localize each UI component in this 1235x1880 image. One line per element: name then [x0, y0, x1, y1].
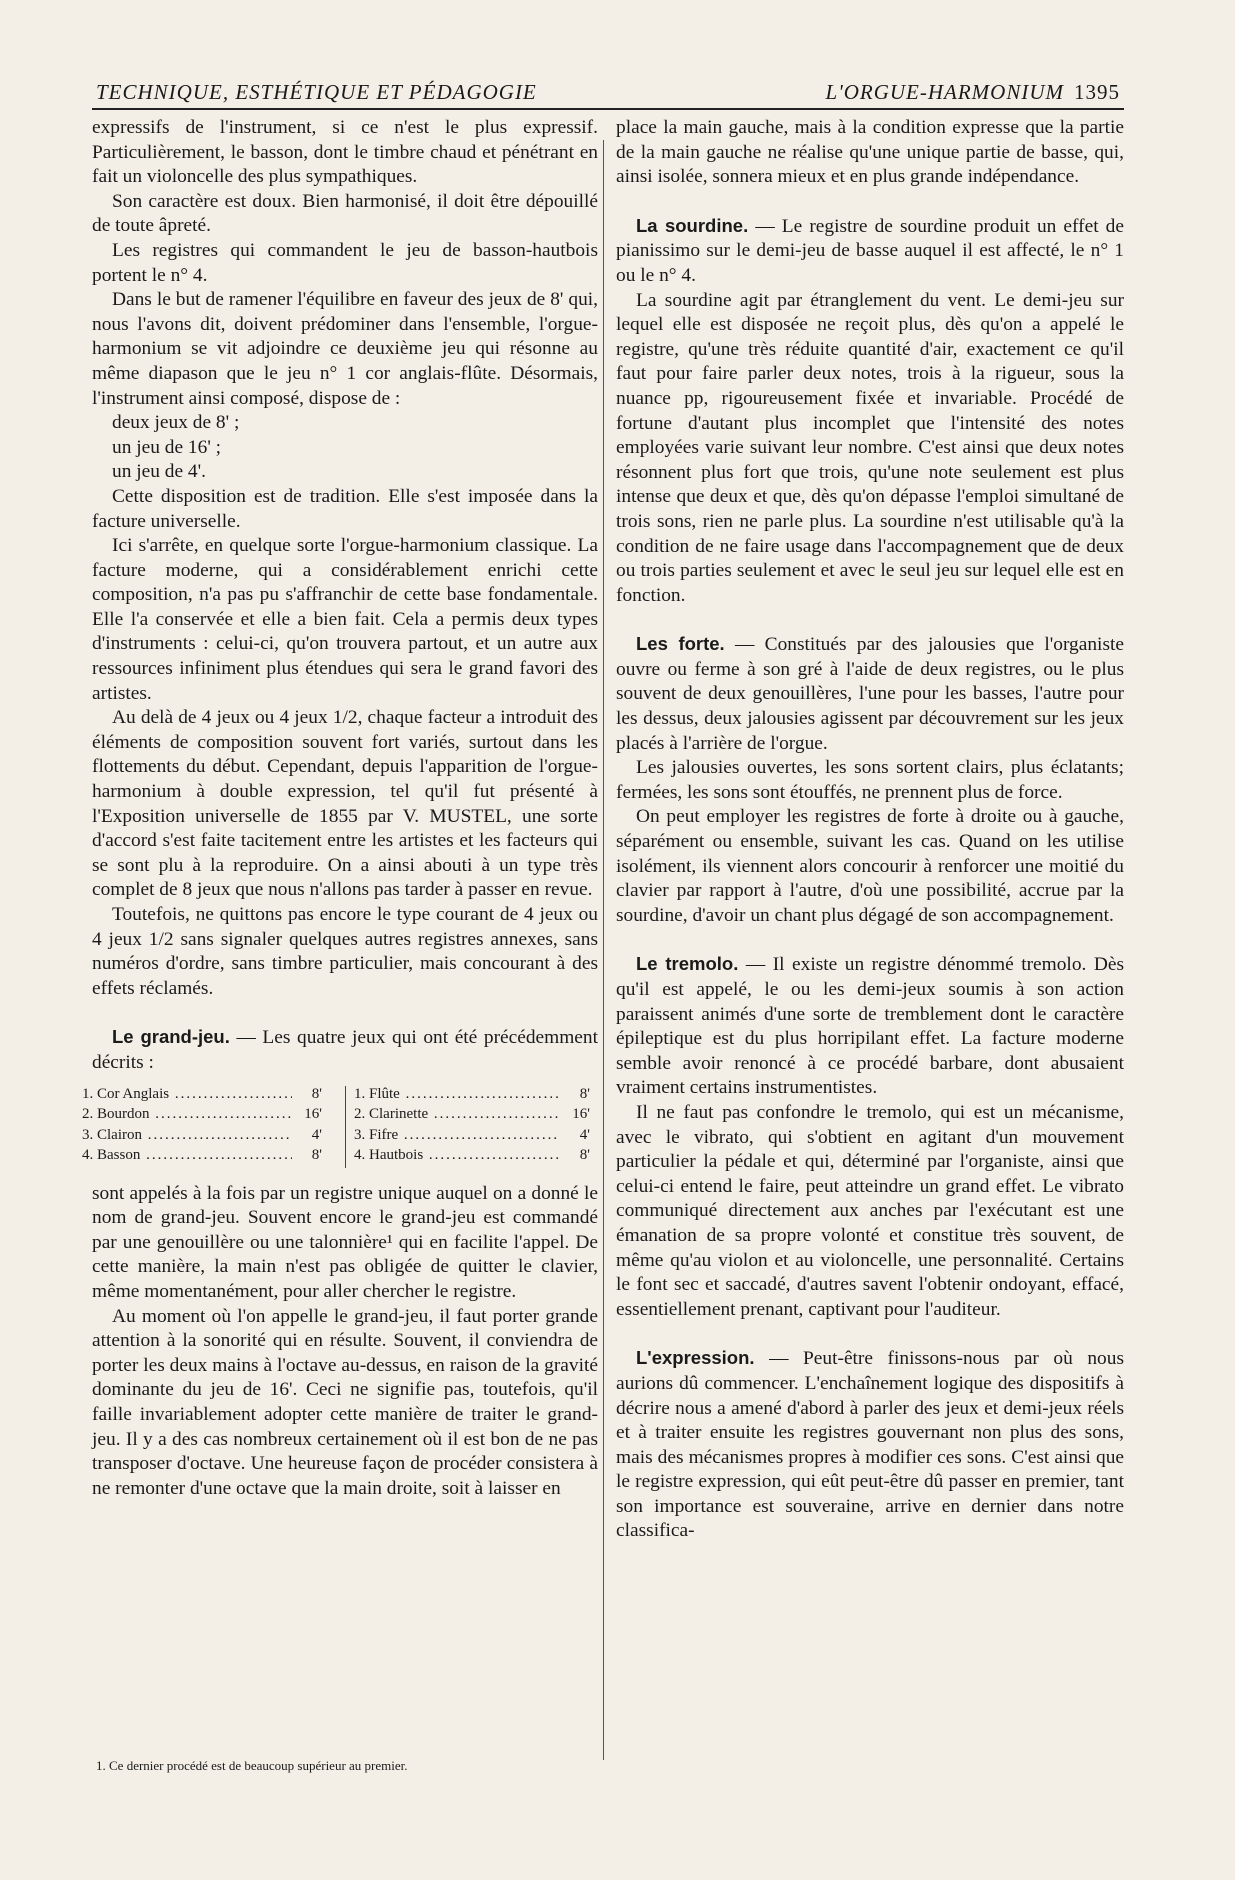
- registers-table: [82, 1084, 598, 1172]
- running-header: [96, 80, 1120, 110]
- paragraph: Ici s'arrête, en quelque sorte l'orgue-harmonium classique. La facture moderne, qui a considérablement enrichi cette composition, n'a pas pu s'affranchir de cette base fondamentale. Elle l'a conservée et elle a bien fait. Cela a permis deux types d'instruments : celui-ci, qu'on trouvera partout, et un autre aux ressources infiniment plus étendues qui sera le grand favori des artistes.: [92, 535, 598, 704]
- table-row: [82, 1104, 322, 1125]
- table-label: 2. Bourdon .....: [82, 1104, 292, 1125]
- section-title: Le grand-jeu.: [112, 1026, 230, 1048]
- table-label: 4. Basson .....: [82, 1145, 292, 1166]
- table-value: 8': [311, 1085, 322, 1102]
- table-value: 16': [572, 1106, 590, 1123]
- table-value: 8': [311, 1147, 322, 1164]
- table-row: [82, 1125, 322, 1146]
- section-grand-jeu: [92, 1025, 598, 1075]
- section-text: — Le registre de sourdine produit un effet de pianissimo sur le demi-jeu de basse auquel il est affecté, le n° 1 ou le n° 4.: [616, 215, 1124, 286]
- section-title: La sourdine.: [636, 214, 749, 236]
- list-item: un jeu de 4'.: [112, 461, 206, 483]
- table-divider: [345, 1086, 346, 1168]
- paragraph: Les registres qui commandent le jeu de basson-hautbois portent le n° 4.: [92, 239, 598, 286]
- section-sourdine: [616, 214, 1124, 289]
- header-section-title: TECHNIQUE, ESTHÉTIQUE ET PÉDAGOGIE: [96, 80, 537, 104]
- section-title: Le tremolo.: [636, 953, 739, 975]
- paragraph: place la main gauche, mais à la condition expresse que la partie de la main gauche ne réalise qu'une unique partie de basse, qui, ainsi isolée, sonnera mieux et en plus grande indépendance.: [616, 117, 1124, 188]
- table-label: 4. Hautbois .....: [354, 1145, 560, 1166]
- table-value: 4': [311, 1126, 322, 1143]
- table-label: 3. Clairon .....: [82, 1125, 292, 1146]
- section-title: L'expression.: [636, 1347, 755, 1369]
- table-row: [82, 1145, 322, 1166]
- table-row: [354, 1145, 590, 1166]
- paragraph: expressifs de l'instrument, si ce n'est le plus expressif. Particulièrement, le basson, dont le timbre chaud et pénétrant en fait un violoncelle des plus sympathiques.: [92, 117, 598, 188]
- table-column-left: [82, 1084, 322, 1166]
- list-item: deux jeux de 8' ;: [112, 412, 240, 434]
- section-text: — Constitués par des jalousies que l'organiste ouvre ou ferme à son gré à l'aide de deux registres, ou le plus souvent de deux genouillères, l'une pour les basses, l'autre pour les dessus, deux jalousies agissent par découvrement sur les jeux placés à l'arrière de l'orgue.: [616, 634, 1124, 754]
- table-row: [354, 1125, 590, 1146]
- table-label: 2. Clarinette .....: [354, 1104, 560, 1125]
- list-item: un jeu de 16' ;: [112, 436, 222, 458]
- section-title: Les forte.: [636, 633, 725, 655]
- paragraph: Au delà de 4 jeux ou 4 jeux 1/2, chaque facteur a introduit des éléments de composition souvent fort variés, surtout dans les flottements du début. Cependant, depuis l'apparition de l'orgue-harmonium à double expression, tel qu'il fut présenté à l'Exposition universelle de 1855 par V. MUSTEL, une sorte d'accord s'est faite tacitement entre les artistes et les facteurs qui se sont plu à la reproduire. On a ainsi abouti à un type très complet de 8 jeux que nous n'allons pas tarder à passer en revue.: [92, 707, 598, 901]
- header-chapter-title: L'ORGUE-HARMONIUM: [825, 80, 1064, 104]
- column-divider: [603, 140, 604, 1760]
- paragraph: sont appelés à la fois par un registre unique auquel on a donné le nom de grand-jeu. Souvent encore le grand-jeu est commandé par une genouillère ou une talonnière¹ qui en facilite l'appel. De cette manière, la main n'est pas obligée de quitter le clavier, même momentanément, pour aller chercher le registre.: [92, 1182, 598, 1302]
- table-row: [82, 1084, 322, 1105]
- table-label: 3. Fifre .....: [354, 1125, 560, 1146]
- table-row: [354, 1084, 590, 1105]
- paragraph: Dans le but de ramener l'équilibre en faveur des jeux de 8' qui, nous l'avons dit, doivent prédominer dans l'ensemble, l'orgue-harmonium se vit adjoindre ce deuxième jeu qui résonne au même diapason que le jeu n° 1 cor anglais-flûte. Désormais, l'instrument ainsi composé, dispose de :: [92, 289, 598, 409]
- table-value: 4': [579, 1126, 590, 1143]
- table-label: 1. Cor Anglais .....: [82, 1084, 292, 1105]
- paragraph: Toutefois, ne quittons pas encore le type courant de 4 jeux ou 4 jeux 1/2 sans signaler quelques autres registres annexes, sans numéros d'ordre, sans timbre particulier, mais concourant à des effets réclamés.: [92, 904, 598, 999]
- paragraph: Cette disposition est de tradition. Elle s'est imposée dans la facture universelle.: [92, 485, 598, 532]
- section-text: — Peut-être finissons-nous par où nous aurions dû commencer. L'enchaînement logique des dispositifs à décrire nous a amené d'abord à parler des jeux et demi-jeux réels et à traiter ensuite les registres gouvernant non plus des sons, mais des mécanismes propres à modifier ces sons. C'est ainsi que le registre expression, qui eût peut-être dû passer en premier, tant son importance est souveraine, arrive en dernier dans notre classifica-: [616, 1348, 1124, 1542]
- header-chapter: [826, 80, 1120, 105]
- table-value: 8': [579, 1147, 590, 1164]
- paragraph: Il ne faut pas confondre le tremolo, qui est un mécanisme, avec le vibrato, qui s'obtient en agitant d'un mouvement particulier la pédale et qui, déterminé par l'organiste, ainsi que celui-ci entend le faire, peut atteindre un grand effet. Le vibrato communiqué directement aux anches par l'exécutant est une émanation de sa propre volonté et constitue très souvent, de même qu'au violon et au violoncelle, une personnalité. Certains le font sec et saccadé, d'autres savent l'obtenir ondoyant, effacé, essentiellement prenant, captivant pour l'auditeur.: [616, 1101, 1124, 1320]
- section-tremolo: [616, 952, 1124, 1101]
- footnote: 1. Ce dernier procédé est de beaucoup supérieur au premier.: [96, 1758, 408, 1773]
- header-rule: [92, 108, 1124, 110]
- right-column: [616, 116, 1124, 1544]
- page-number: 1395: [1074, 80, 1120, 104]
- table-row: [354, 1104, 590, 1125]
- section-expression: [616, 1346, 1124, 1544]
- section-text: — Les quatre jeux qui ont été précédemment décrits :: [92, 1027, 598, 1073]
- table-label: 1. Flûte .....: [354, 1084, 560, 1105]
- paragraph: Au moment où l'on appelle le grand-jeu, il faut porter grande attention à la sonorité qui en résulte. Souvent, il conviendra de porter les deux mains à l'octave au-dessus, en raison de la gravité dominante du jeu de 16'. Ceci ne signifie pas, toutefois, qu'il faille invariablement adopter cette manière de traiter le grand-jeu. Il y a des cas nombreux certainement où il est bon de ne pas transposer d'octave. Une heureuse façon de procéder consistera à ne remonter d'une octave que la main droite, soit à laisser en: [92, 1305, 598, 1499]
- section-forte: [616, 632, 1124, 756]
- paragraph: Les jalousies ouvertes, les sons sortent clairs, plus éclatants; fermées, les sons sont étouffés, ne prennent plus de force.: [616, 757, 1124, 803]
- paragraph: On peut employer les registres de forte à droite ou à gauche, séparément ou ensemble, suivant les cas. Quand on les utilise isolément, ils viennent alors concourir à renforcer une moitié du clavier par rapport à l'autre, d'où une possibilité, accrue par la sourdine, d'avoir un chant plus dégagé de son accompagnement.: [616, 806, 1124, 926]
- left-column: [82, 116, 598, 1501]
- paragraph: Son caractère est doux. Bien harmonisé, il doit être dépouillé de toute âpreté.: [92, 190, 598, 237]
- table-value: 16': [304, 1106, 322, 1123]
- table-column-right: [354, 1084, 590, 1166]
- paragraph: La sourdine agit par étranglement du vent. Le demi-jeu sur lequel elle est disposée ne reçoit plus, dès qu'on a appelé le registre, qu'une très réduite quantité d'air, exactement ce qu'il faut pour faire parler deux notes, trois à la rigueur, sous la nuance pp, rigoureusement fixée et invariable. Procédé de fortune d'autant plus incomplet que l'intensité des notes employées varie suivant leur nombre. C'est ainsi que deux notes résonnent plus fort que trois, qu'une note seulement est plus intense que deux et que, dès qu'on dépasse l'emploi simultané de trois sons, rien ne parle plus. La sourdine n'est utilisable qu'à la condition de ne faire usage dans l'accompagnement que de deux ou trois parties seulement et avec le seul jeu sur lequel elle est en fonction.: [616, 289, 1124, 606]
- section-text: — Il existe un registre dénommé tremolo. Dès qu'il est appelé, le ou les demi-jeux soumis à son action paraissent animés d'une sorte de tremblement dont le caractère épileptique est du plus horripilant effet. La facture moderne semble avoir renoncé à ce procédé barbare, dont abusaient vraiment certains instrumentistes.: [616, 954, 1125, 1099]
- table-value: 8': [579, 1085, 590, 1102]
